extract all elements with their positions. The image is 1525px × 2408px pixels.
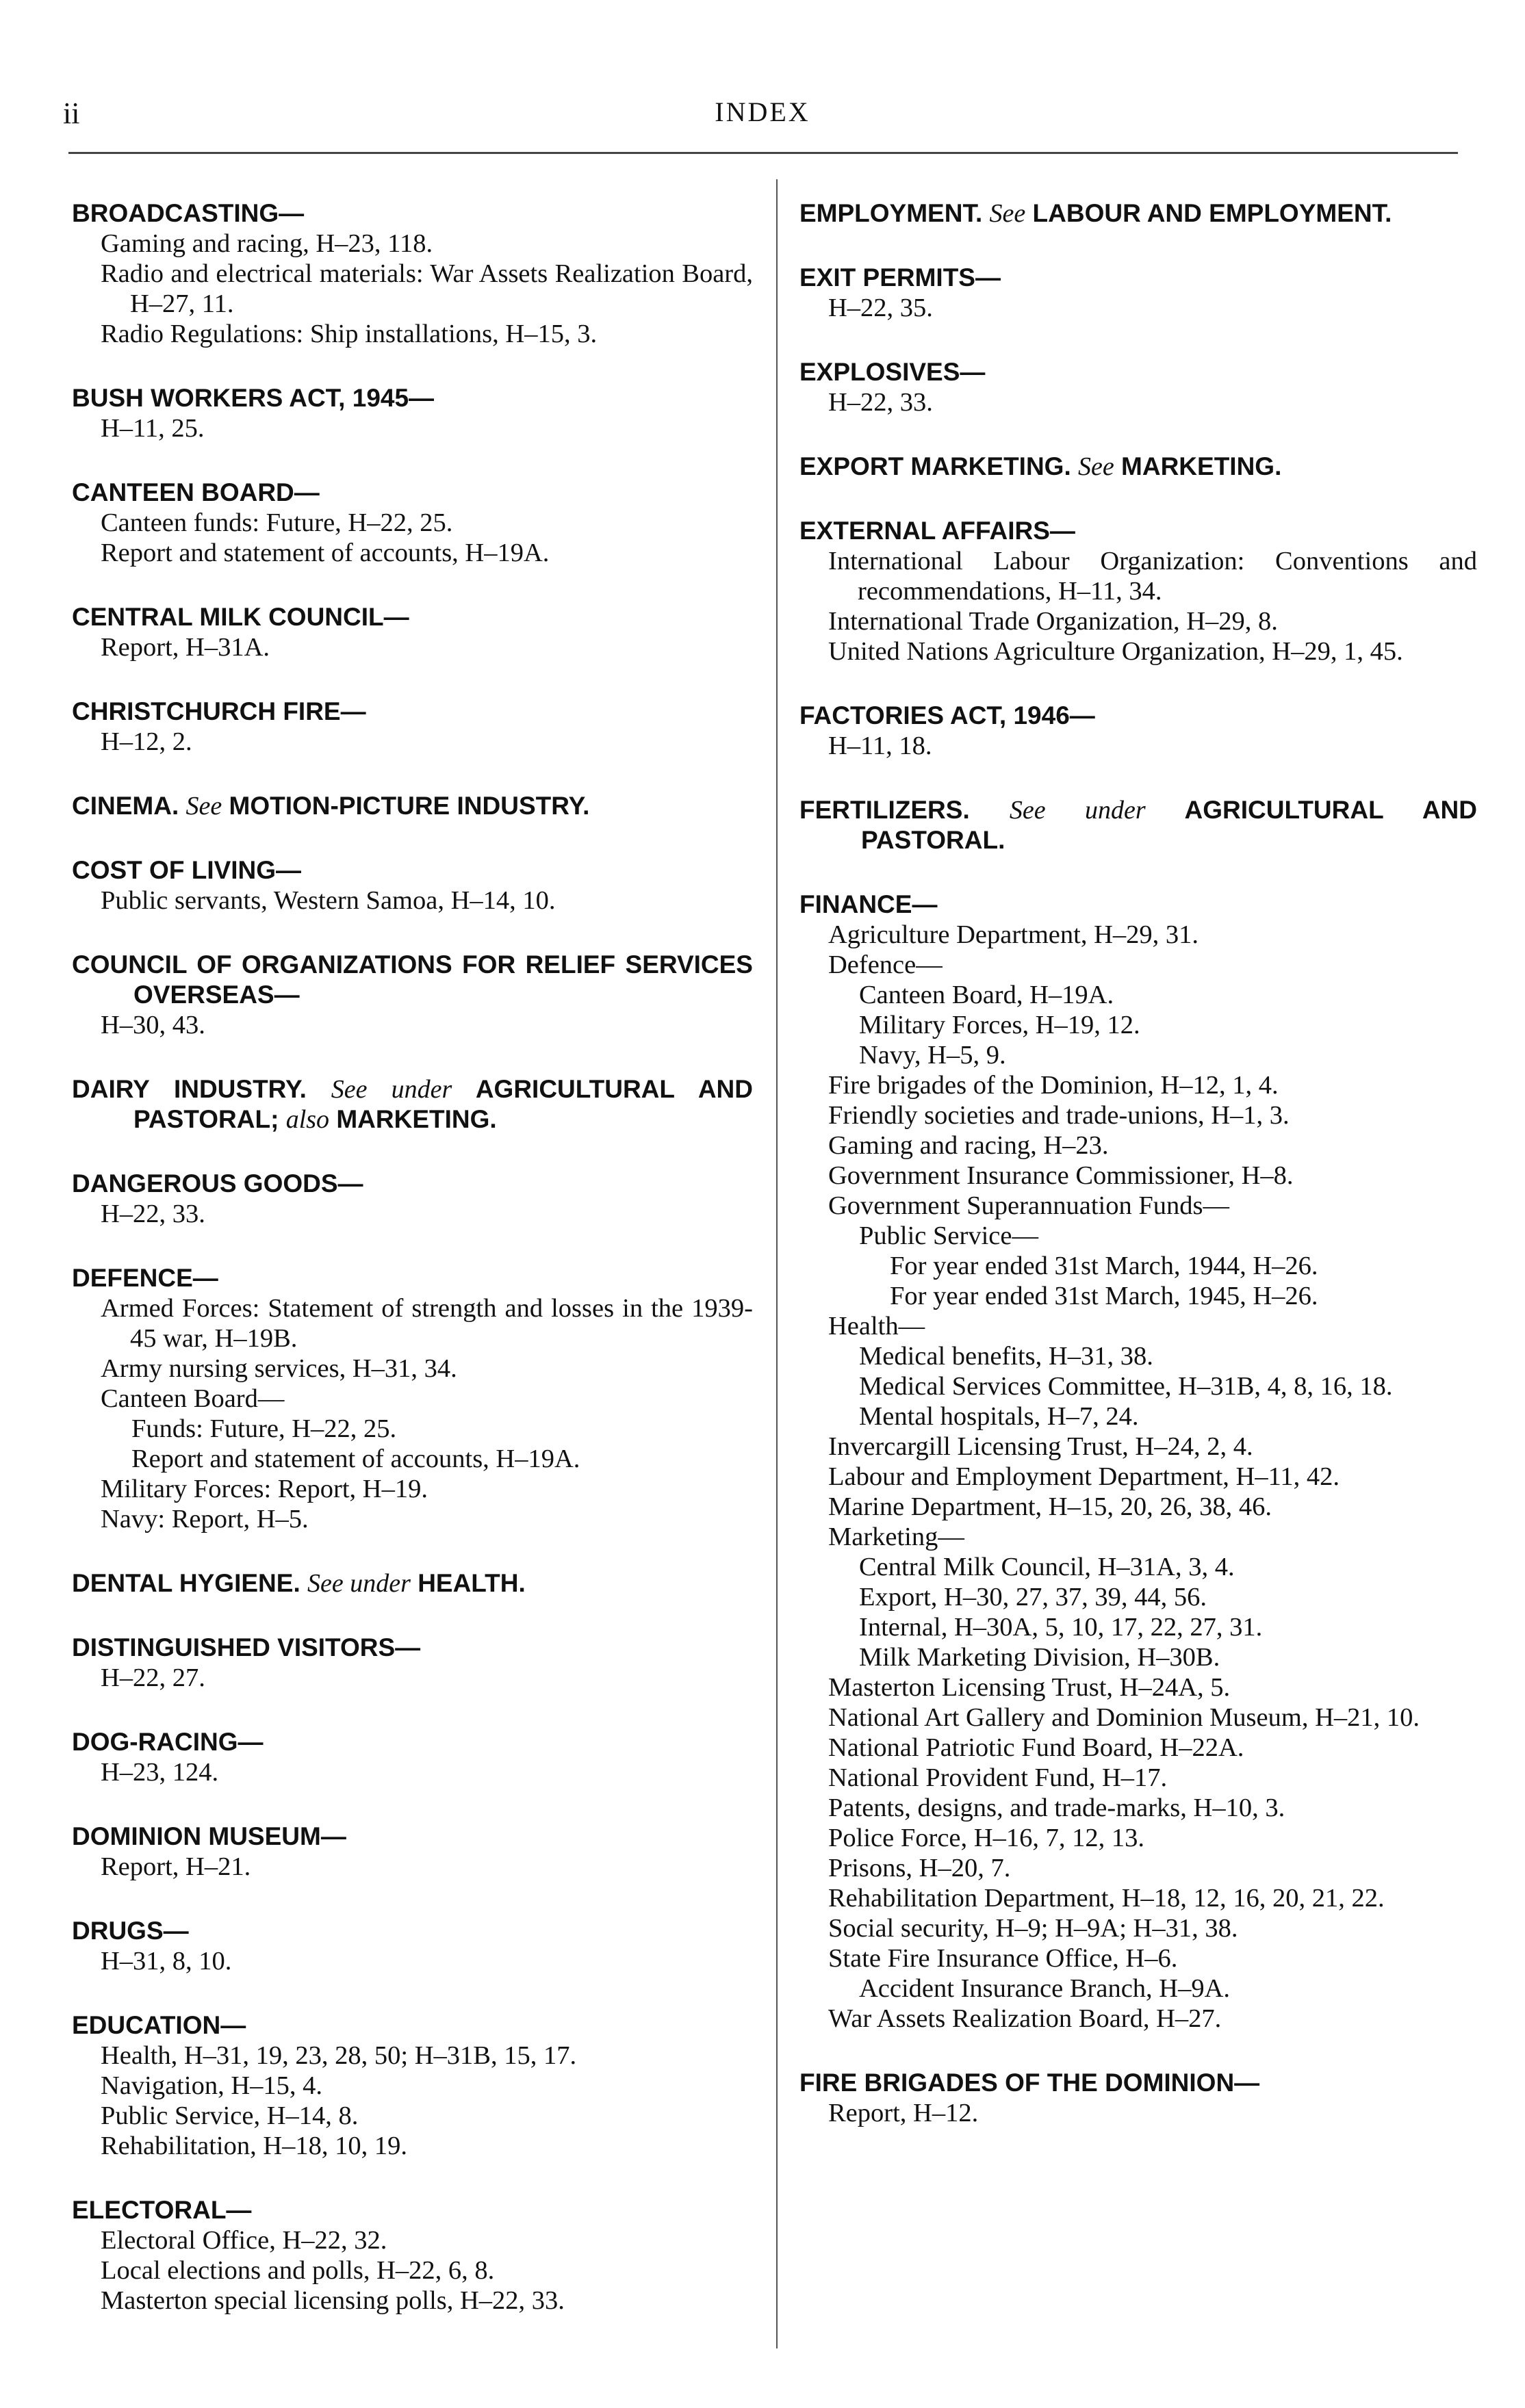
entry-subline: H–22, 27. (101, 1663, 205, 1692)
entry-heading (72, 383, 753, 413)
entry-subline: National Art Gallery and Dominion Museum, H–21, 10. (828, 1703, 1420, 1732)
entry-heading (799, 263, 1477, 293)
index-entry (72, 1074, 753, 1135)
heading-text: DISTINGUISHED VISITORS— (72, 1633, 421, 1661)
index-entry (799, 795, 1477, 855)
heading-text: EDUCATION— (72, 2011, 246, 2039)
entry-subline: Milk Marketing Division, H–30B. (859, 1643, 1220, 1672)
entry-subline: United Nations Agriculture Organization, H–29, 1, 45. (828, 637, 1403, 666)
heading-text: BUSH WORKERS ACT, 1945— (72, 384, 435, 412)
entry-subline: Canteen Board, H–19A. (859, 981, 1114, 1009)
heading-text: DEFENCE— (72, 1264, 218, 1292)
entry-subline: For year ended 31st March, 1945, H–26. (890, 1282, 1318, 1310)
entry-subline: Labour and Employment Department, H–11, 42. (828, 1462, 1340, 1491)
heading-text: DRUGS— (72, 1917, 189, 1945)
entry-heading (72, 950, 753, 1010)
index-entry (72, 1169, 753, 1229)
entry-subline: Health, H–31, 19, 23, 28, 50; H–31B, 15, 17. (101, 2041, 577, 2070)
see-reference: See under (1009, 796, 1146, 825)
entry-subline: Military Forces, H–19, 12. (859, 1011, 1140, 1039)
entry-subline: Report and statement of accounts, H–19A. (101, 539, 550, 567)
see-reference: See under (307, 1569, 411, 1598)
entry-subline: Electoral Office, H–22, 32. (101, 2226, 387, 2255)
heading-text: EXIT PERMITS— (799, 263, 1001, 292)
index-entry (72, 1916, 753, 1976)
entry-subline: Government Insurance Commissioner, H–8. (828, 1161, 1294, 1190)
entry-subline: International Trade Organization, H–29, 8. (828, 607, 1278, 636)
see-target: AGRICULTURAL AND PASTORAL. (861, 796, 1477, 854)
page-number: ii (63, 96, 80, 130)
index-entry (799, 890, 1477, 2034)
index-entry (799, 2068, 1477, 2128)
see-target: AGRICULTURAL AND PASTORAL; (133, 1075, 753, 1133)
entry-subline: Public Service— (859, 1221, 1038, 1250)
entry-subline: Army nursing services, H–31, 34. (101, 1354, 457, 1383)
heading-text: DOG-RACING— (72, 1728, 264, 1756)
entry-subline: H–31, 8, 10. (101, 1947, 232, 1976)
entry-subline: Defence— (828, 950, 943, 979)
see-reference: See (1078, 452, 1114, 481)
see-reference: See (989, 199, 1026, 228)
entry-subline: National Patriotic Fund Board, H–22A. (828, 1733, 1244, 1762)
entry-heading (72, 855, 753, 885)
entry-subline: Gaming and racing, H–23, 118. (101, 229, 433, 258)
entry-heading (72, 198, 753, 229)
heading-text: FERTILIZERS. (799, 796, 970, 824)
entry-subline: Radio and electrical materials: War Assets Realization Board, H–27, 11. (101, 259, 753, 318)
heading-text: EXTERNAL AFFAIRS— (799, 517, 1075, 545)
index-column-left (72, 198, 753, 2350)
entry-subline: Agriculture Department, H–29, 31. (828, 920, 1199, 949)
entry-subline: Internal, H–30A, 5, 10, 17, 22, 27, 31. (859, 1613, 1263, 1642)
entry-heading (72, 1263, 753, 1293)
entry-subline: Police Force, H–16, 7, 12, 13. (828, 1824, 1144, 1852)
entry-subline: Prisons, H–20, 7. (828, 1854, 1011, 1882)
entry-subline: Radio Regulations: Ship installations, H–15, 3. (101, 320, 598, 348)
index-entry (72, 697, 753, 757)
entry-subline: Patents, designs, and trade-marks, H–10, 3. (828, 1794, 1285, 1822)
heading-text: FACTORIES ACT, 1946— (799, 701, 1095, 729)
heading-text: CENTRAL MILK COUNCIL— (72, 603, 409, 631)
entry-subline: Report and statement of accounts, H–19A. (131, 1445, 580, 1473)
entry-subline: Marketing— (828, 1523, 964, 1551)
entry-subline: H–11, 18. (828, 732, 932, 760)
heading-text: COST OF LIVING— (72, 856, 302, 884)
entry-heading (799, 516, 1477, 546)
index-entry (799, 701, 1477, 761)
entry-subline: Report, H–31A. (101, 633, 270, 662)
index-entry (799, 452, 1477, 482)
entry-subline: Accident Insurance Branch, H–9A. (859, 1974, 1231, 2003)
heading-text: COUNCIL OF ORGANIZATIONS FOR RELIEF SERVICES OVERSEAS— (72, 950, 753, 1009)
entry-heading (799, 701, 1477, 731)
entry-subline: Armed Forces: Statement of strength and losses in the 1939-45 war, H–19B. (101, 1294, 753, 1353)
entry-subline: Report, H–21. (101, 1852, 251, 1881)
see-also-reference: also (285, 1105, 330, 1134)
entry-heading (72, 697, 753, 727)
entry-subline: Gaming and racing, H–23. (828, 1131, 1109, 1160)
entry-heading (799, 357, 1477, 387)
entry-heading (799, 890, 1477, 920)
entry-subline: Navigation, H–15, 4. (101, 2071, 322, 2100)
index-entry (72, 950, 753, 1040)
heading-text: ELECTORAL— (72, 2196, 252, 2224)
entry-subline: Marine Department, H–15, 20, 26, 38, 46. (828, 1492, 1272, 1521)
entry-subline: Public Service, H–14, 8. (101, 2101, 359, 2130)
entry-subline: Report, H–12. (828, 2099, 979, 2127)
index-entry (72, 383, 753, 443)
entry-heading (72, 1822, 753, 1852)
heading-text: EMPLOYMENT. (799, 199, 983, 227)
index-entry (72, 791, 753, 821)
entry-heading (72, 1568, 753, 1598)
index-entry (799, 198, 1477, 229)
index-entry (72, 198, 753, 349)
heading-text: EXPORT MARKETING. (799, 452, 1071, 480)
page-title: INDEX (715, 96, 810, 127)
column-divider (776, 179, 778, 2348)
entry-subline: Masterton special licensing polls, H–22, 33. (101, 2286, 565, 2315)
entry-subline: Health— (828, 1312, 925, 1341)
entry-subline: Fire brigades of the Dominion, H–12, 1, 4. (828, 1071, 1279, 1100)
see-target: LABOUR AND EMPLOYMENT. (1032, 199, 1392, 227)
entry-subline: H–11, 25. (101, 414, 205, 443)
entry-subline: Social security, H–9; H–9A; H–31, 38. (828, 1914, 1238, 1943)
heading-text: DOMINION MUSEUM— (72, 1822, 346, 1850)
heading-text: DENTAL HYGIENE. (72, 1569, 300, 1597)
see-target: MOTION-PICTURE INDUSTRY. (229, 792, 590, 820)
index-entry (72, 2010, 753, 2161)
entry-subline: For year ended 31st March, 1944, H–26. (890, 1252, 1318, 1280)
entry-subline: H–22, 33. (101, 1200, 205, 1228)
entry-heading (799, 452, 1477, 482)
entry-subline: Rehabilitation Department, H–18, 12, 16, 20, 21, 22. (828, 1884, 1385, 1913)
heading-text: CINEMA. (72, 792, 179, 820)
entry-subline: Invercargill Licensing Trust, H–24, 2, 4. (828, 1432, 1253, 1461)
entry-heading (72, 478, 753, 508)
entry-subline: H–22, 35. (828, 294, 933, 322)
index-column-right (799, 198, 1477, 2162)
entry-heading (799, 795, 1477, 855)
heading-text: CHRISTCHURCH FIRE— (72, 697, 366, 725)
entry-subline: Navy: Report, H–5. (101, 1505, 309, 1533)
index-entry (799, 516, 1477, 666)
entry-subline: Export, H–30, 27, 37, 39, 44, 56. (859, 1583, 1207, 1611)
entry-heading (72, 791, 753, 821)
index-entry (72, 1633, 753, 1693)
entry-heading (799, 198, 1477, 229)
entry-heading (72, 2195, 753, 2225)
entry-heading (72, 2010, 753, 2041)
entry-heading (72, 1727, 753, 1757)
entry-subline: National Provident Fund, H–17. (828, 1763, 1168, 1792)
heading-text: FIRE BRIGADES OF THE DOMINION— (799, 2069, 1260, 2097)
entry-subline: Mental hospitals, H–7, 24. (859, 1402, 1139, 1431)
entry-heading (799, 2068, 1477, 2098)
entry-subline: Public servants, Western Samoa, H–14, 10. (101, 886, 556, 915)
index-entry (72, 855, 753, 916)
entry-subline: Medical benefits, H–31, 38. (859, 1342, 1153, 1371)
entry-subline: Local elections and polls, H–22, 6, 8. (101, 2256, 495, 2285)
entry-heading (72, 1169, 753, 1199)
see-reference: See under (331, 1075, 452, 1104)
heading-text: BROADCASTING— (72, 199, 305, 227)
see-also-target: MARKETING. (336, 1105, 497, 1133)
see-reference: See (185, 792, 222, 820)
entry-subline: Medical Services Committee, H–31B, 4, 8, 16, 18. (859, 1372, 1393, 1401)
entry-heading (72, 602, 753, 632)
heading-text: DANGEROUS GOODS— (72, 1169, 363, 1197)
heading-text: CANTEEN BOARD— (72, 478, 320, 506)
entry-subline: H–23, 124. (101, 1758, 219, 1787)
entry-heading (72, 1916, 753, 1946)
entry-subline: War Assets Realization Board, H–27. (828, 2004, 1222, 2033)
heading-text: EXPLOSIVES— (799, 358, 986, 386)
see-target: HEALTH. (418, 1569, 526, 1597)
entry-subline: Canteen funds: Future, H–22, 25. (101, 508, 453, 537)
entry-subline: H–22, 33. (828, 388, 933, 417)
index-entry (72, 2195, 753, 2316)
heading-text: DAIRY INDUSTRY. (72, 1075, 307, 1103)
index-entry (799, 263, 1477, 323)
entry-subline: International Labour Organization: Conventions and recommendations, H–11, 34. (828, 547, 1477, 606)
entry-subline: Masterton Licensing Trust, H–24A, 5. (828, 1673, 1231, 1702)
index-entry (72, 1727, 753, 1787)
header-rule (68, 152, 1458, 154)
entry-subline: Funds: Future, H–22, 25. (131, 1414, 397, 1443)
entry-subline: Friendly societies and trade-unions, H–1, 3. (828, 1101, 1290, 1130)
index-entry (72, 602, 753, 662)
entry-subline: Canteen Board— (101, 1384, 285, 1413)
entry-heading (72, 1633, 753, 1663)
entry-subline: State Fire Insurance Office, H–6. (828, 1944, 1178, 1973)
entry-subline: Government Superannuation Funds— (828, 1191, 1229, 1220)
index-entry (72, 478, 753, 568)
entry-heading (72, 1074, 753, 1135)
heading-text: FINANCE— (799, 890, 938, 918)
see-target: MARKETING. (1121, 452, 1282, 480)
entry-subline: Rehabilitation, H–18, 10, 19. (101, 2132, 408, 2160)
index-entry (72, 1822, 753, 1882)
entry-subline: Military Forces: Report, H–19. (101, 1475, 428, 1503)
entry-subline: H–12, 2. (101, 727, 192, 756)
index-entry (72, 1568, 753, 1598)
entry-subline: Navy, H–5, 9. (859, 1041, 1006, 1070)
entry-subline: Central Milk Council, H–31A, 3, 4. (859, 1553, 1235, 1581)
index-entry (72, 1263, 753, 1534)
entry-subline: H–30, 43. (101, 1011, 205, 1039)
index-entry (799, 357, 1477, 417)
